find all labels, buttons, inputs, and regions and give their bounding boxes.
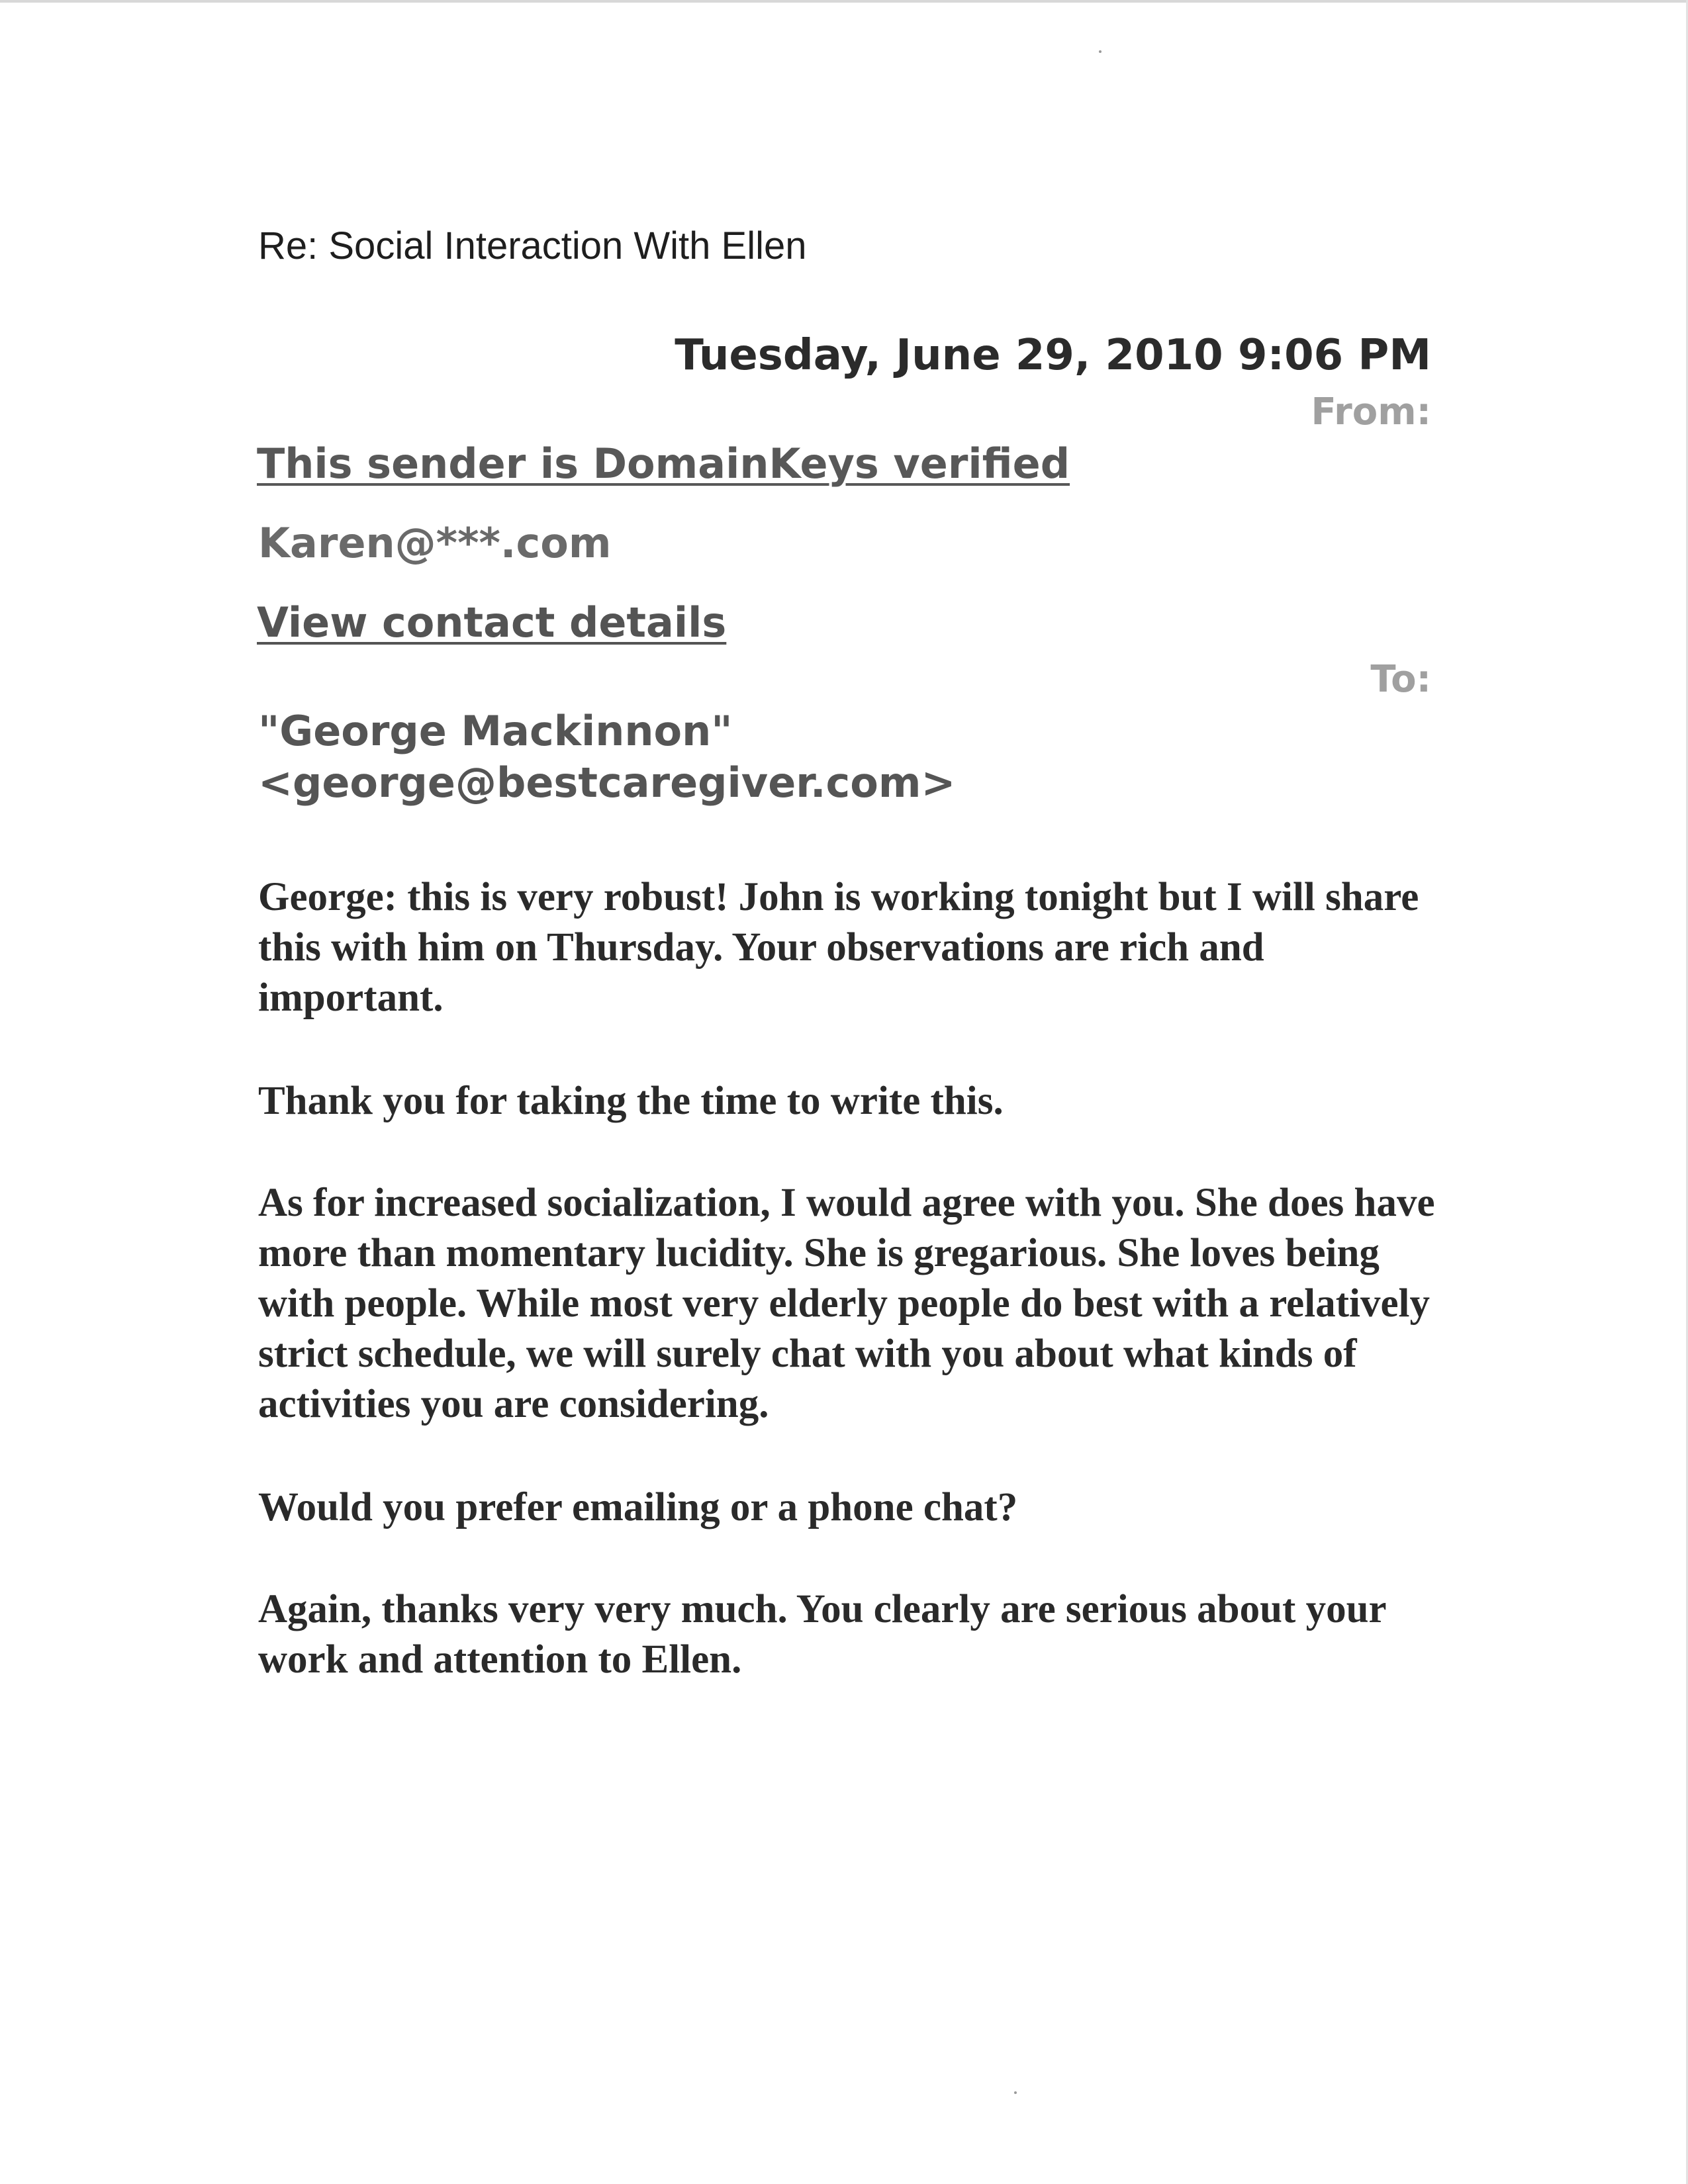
body-paragraph: George: this is very robust! John is working tonight but I will share this with him on Thursday. Your observations are rich and important.	[258, 875, 1419, 1020]
page-edge-top	[0, 0, 1688, 3]
recipient-name: "George Mackinnon"	[258, 707, 733, 755]
sender-email: Karen@***.com	[258, 519, 612, 567]
to-label: To:	[1370, 658, 1431, 701]
recipient-email: <george@bestcaregiver.com>	[258, 758, 956, 807]
email-subject: Re: Social Interaction With Ellen	[258, 224, 807, 267]
body-paragraph: Would you prefer emailing or a phone chat?	[258, 1485, 1018, 1529]
body-paragraph: As for increased socialization, I would agree with you. She does have more than momentary lucidity. She is gregarious. She loves being with people. While most very elderly people do best with a relatively strict schedule, we will surely chat with you about what kinds of activities you are considering.	[258, 1181, 1435, 1426]
scan-speck	[1014, 2091, 1017, 2094]
scan-speck	[1099, 50, 1102, 53]
view-contact-details-link[interactable]: View contact details	[257, 598, 727, 647]
email-date: Tuesday, June 29, 2010 9:06 PM	[675, 331, 1431, 380]
domainkeys-verified-link[interactable]: This sender is DomainKeys verified	[257, 439, 1070, 488]
body-paragraph: Thank you for taking the time to write this.	[258, 1079, 1004, 1123]
from-label: From:	[1311, 390, 1431, 433]
body-paragraph: Again, thanks very very much. You clearly are serious about your work and attention to Ellen.	[258, 1587, 1386, 1682]
